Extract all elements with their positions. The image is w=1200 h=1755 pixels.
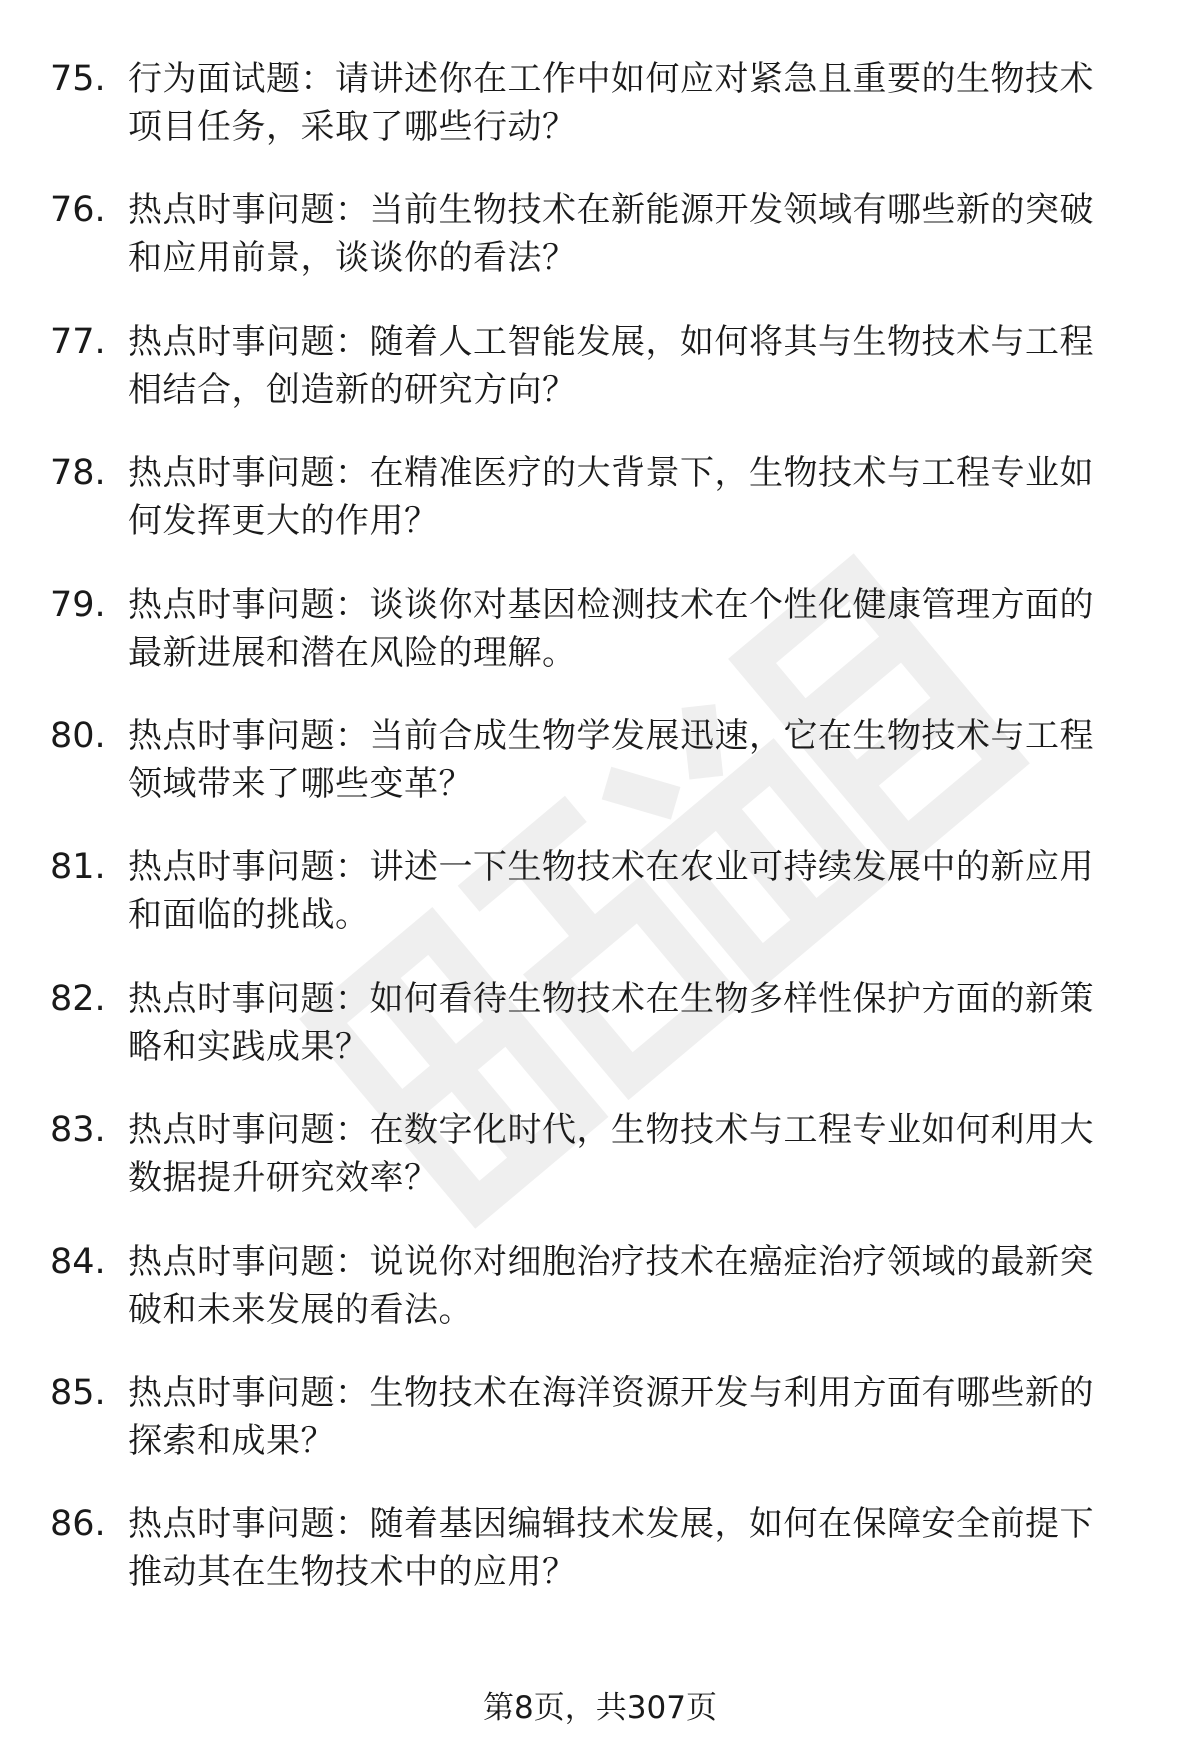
question-item-79 — [0, 581, 1200, 712]
question-number: 79. — [50, 584, 106, 625]
question-number: 82. — [50, 978, 106, 1019]
question-text-line-1: 热点时事问题：在数字化时代，生物技术与工程专业如何利用大 — [128, 1110, 1094, 1151]
question-text-line-1: 热点时事问题：谈谈你对基因检测技术在个性化健康管理方面的 — [128, 584, 1094, 625]
question-number: 81. — [50, 847, 106, 888]
question-text-line-2: 和应用前景，谈谈你的看法？ — [128, 238, 577, 279]
question-list — [0, 55, 1200, 1632]
question-text-line-2: 何发挥更大的作用？ — [128, 501, 439, 542]
question-item-75 — [0, 55, 1200, 186]
question-item-82 — [0, 975, 1200, 1106]
question-text-line-1: 热点时事问题：随着基因编辑技术发展，如何在保障安全前提下 — [128, 1504, 1094, 1545]
question-text-line-2: 推动其在生物技术中的应用？ — [128, 1552, 577, 1593]
question-number: 78. — [50, 453, 106, 494]
question-text-line-2: 探索和成果？ — [128, 1420, 335, 1461]
question-number: 75. — [50, 59, 106, 99]
question-text-line-2: 相结合，创造新的研究方向？ — [128, 369, 577, 410]
question-text-line-1: 行为面试题：请讲述你在工作中如何应对紧急且重要的生物技术 — [128, 59, 1094, 99]
question-number: 86. — [50, 1504, 106, 1545]
question-text-line-1: 热点时事问题：随着人工智能发展，如何将其与生物技术与工程 — [128, 321, 1094, 362]
question-text-line-1: 热点时事问题：生物技术在海洋资源开发与利用方面有哪些新的 — [128, 1372, 1094, 1413]
question-item-78 — [0, 449, 1200, 580]
question-item-85 — [0, 1369, 1200, 1500]
question-item-83 — [0, 1106, 1200, 1237]
question-text-line-2: 领域带来了哪些变革？ — [128, 763, 473, 804]
question-text-line-1: 热点时事问题：在精准医疗的大背景下，生物技术与工程专业如 — [128, 453, 1094, 494]
question-text-line-1: 热点时事问题：说说你对细胞治疗技术在癌症治疗领域的最新突 — [128, 1241, 1094, 1282]
question-number: 85. — [50, 1372, 106, 1413]
question-number: 80. — [50, 715, 106, 756]
question-number: 76. — [50, 190, 106, 231]
question-text-line-2: 最新进展和潜在风险的理解。 — [128, 632, 577, 673]
question-number: 83. — [50, 1110, 106, 1151]
question-text-line-2: 项目任务，采取了哪些行动？ — [128, 107, 577, 147]
question-item-84 — [0, 1238, 1200, 1369]
question-text-line-2: 略和实践成果？ — [128, 1026, 370, 1067]
page-number-label: 第8页，共307页 — [483, 1690, 717, 1726]
question-item-80 — [0, 712, 1200, 843]
question-item-81 — [0, 843, 1200, 974]
question-number: 84. — [50, 1241, 106, 1282]
question-text-line-2: 数据提升研究效率？ — [128, 1158, 439, 1199]
question-number: 77. — [50, 321, 106, 362]
question-item-77 — [0, 318, 1200, 449]
question-text-line-2: 破和未来发展的看法。 — [128, 1289, 473, 1330]
question-text-line-1: 热点时事问题：如何看待生物技术在生物多样性保护方面的新策 — [128, 978, 1094, 1019]
question-item-76 — [0, 186, 1200, 317]
question-text-line-1: 热点时事问题：讲述一下生物技术在农业可持续发展中的新应用 — [128, 847, 1094, 888]
page-footer — [0, 1688, 1200, 1728]
question-item-86 — [0, 1500, 1200, 1631]
question-text-line-1: 热点时事问题：当前生物技术在新能源开发领域有哪些新的突破 — [128, 190, 1094, 231]
question-text-line-2: 和面临的挑战。 — [128, 895, 370, 936]
question-text-line-1: 热点时事问题：当前合成生物学发展迅速，它在生物技术与工程 — [128, 715, 1094, 756]
